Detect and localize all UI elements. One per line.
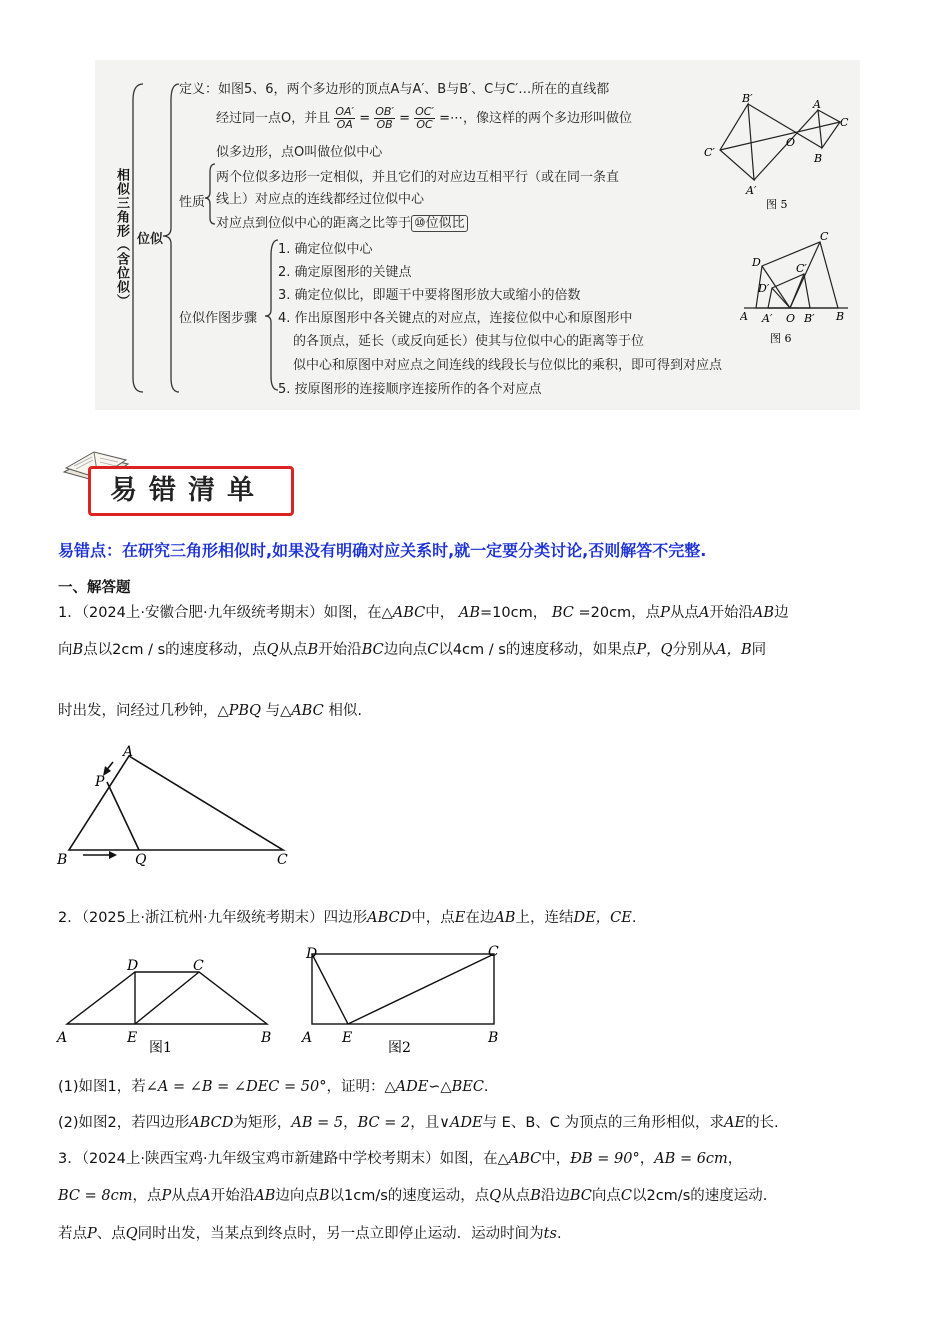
step-3: 3. 确定位似比，即题干中要将图形放大或缩小的倍数 <box>278 288 581 303</box>
figure-5 <box>700 90 855 210</box>
step-4a: 4. 作出原图形中各关键点的对应点，连接位似中心和原图形中 <box>278 311 633 326</box>
step-2: 2. 确定原图形的关键点 <box>278 265 412 280</box>
q1-label-b: B <box>57 852 68 867</box>
q2-fig2-caption: 图2 <box>388 1040 411 1056</box>
property-1a: 两个位似多边形一定相似，并且它们的对应边互相平行（或在同一条直 <box>216 170 620 185</box>
figure-6-caption: 图 6 <box>770 332 792 345</box>
q1-line1: 1．（2024上·安徽合肥·九年级统考期末）如图，在△ABC中， AB=10cm， BC =20cm，点P从点A开始沿AB边 <box>58 605 789 621</box>
svg-text:B: B <box>488 1030 499 1046</box>
q1-figure <box>55 742 300 867</box>
svg-text:A′: A′ <box>746 184 757 197</box>
figure-6 <box>740 230 855 350</box>
definition-line3: 似多边形，点O叫做位似中心 <box>216 145 383 160</box>
q1-label-c: C <box>277 852 288 867</box>
summary-diagram <box>95 60 860 410</box>
svg-text:C: C <box>820 230 829 243</box>
svg-text:O: O <box>786 312 796 325</box>
q3-line3: 若点P、点Q同时出发，当某点到终点时，另一点立即停止运动．运动时间为ts. <box>58 1226 562 1242</box>
svg-text:A: A <box>57 1030 68 1046</box>
section-title: 一、解答题 <box>58 580 131 596</box>
property-2: 对应点到位似中心的距离之比等于 ⑩位似比 <box>216 212 468 231</box>
q2-figure-1 <box>55 952 285 1057</box>
q1-label-a: A <box>123 744 134 760</box>
svg-text:E: E <box>342 1030 353 1046</box>
step-5: 5. 按原图形的连接顺序连接所作的各个对应点 <box>278 382 542 397</box>
q2-figure-2 <box>298 942 513 1057</box>
banner-title: 易错清单 <box>110 475 266 506</box>
q3-line1: 3．（2024上·陕西宝鸡·九年级宝鸡市新建路中学校考期末）如图，在△ABC中，ÐB = 90°，AB = 6cm， <box>58 1151 743 1167</box>
q1-line2: 向B点以2cm / s的速度移动，点Q从点B开始沿BC边向点C以4cm / s的速度移动，如果点P，Q分别从A，B同 <box>58 642 767 658</box>
warning-note: 易错点：在研究三角形相似时,如果没有明确对应关系时,就一定要分类讨论,否则解答不完整. <box>58 541 707 560</box>
svg-text:D: D <box>306 946 318 962</box>
step-4b: 的各顶点，延长（或反向延长）使其与位似中心的距离等于位 <box>293 334 645 349</box>
svg-text:B: B <box>836 310 845 323</box>
summary-vertical-title: 相似三角形（含位似） <box>114 168 129 308</box>
steps-label: 位似作图步骤 <box>179 311 258 326</box>
boxed-ratio: ⑩位似比 <box>411 215 468 232</box>
definition-line1: 定义：如图5、6，两个多边形的顶点A与A′、B与B′、C与C′…所在的直线都 <box>179 82 610 97</box>
fraction-ob: $\frac{OB'}{OB}$ <box>375 105 394 131</box>
svg-text:C: C <box>193 958 204 974</box>
svg-text:C: C <box>488 944 499 960</box>
svg-text:E: E <box>127 1030 138 1046</box>
svg-text:D′: D′ <box>758 282 770 295</box>
q1-label-p: P <box>95 774 105 790</box>
section-banner <box>58 438 298 514</box>
svg-text:A: A <box>740 310 748 323</box>
properties-label: 性质 <box>179 195 206 210</box>
svg-text:B′: B′ <box>804 312 815 325</box>
fraction-oc: $\frac{OC'}{OC}$ <box>415 105 434 131</box>
svg-text:A: A <box>302 1030 313 1046</box>
svg-text:B: B <box>814 152 823 165</box>
q2-part2: (2)如图2，若四边形ABCD为矩形，AB = 5，BC = 2，且∨ADE与 E、B、C 为顶点的三角形相似，求AE的长. <box>58 1115 779 1131</box>
figure-5-caption: 图 5 <box>766 198 788 210</box>
svg-text:A: A <box>813 98 821 111</box>
branch-label: 位似 <box>137 232 164 247</box>
q2-line1: 2．（2025上·浙江杭州·九年级统考期末）四边形ABCD中，点E在边AB上，连结DE，CE. <box>58 910 637 926</box>
q1-line3: 时出发，问经过几秒钟，△PBQ 与△ABC 相似. <box>58 703 362 719</box>
q3-line2: BC = 8cm，点P从点A开始沿AB边向点B以1cm/s的速度运动，点Q从点B沿边BC向点C以2cm/s的速度运动. <box>58 1188 768 1204</box>
q2-fig1-caption: 图1 <box>149 1040 172 1056</box>
svg-text:C′: C′ <box>704 146 715 159</box>
step-4c: 似中心和原图中对应点之间连线的线段长与位似比的乘积，即可得到对应点 <box>293 358 723 373</box>
svg-text:D: D <box>127 958 139 974</box>
svg-text:C: C <box>840 116 849 129</box>
fraction-oa: $\frac{OA'}{OA}$ <box>335 105 355 131</box>
q1-label-q: Q <box>135 852 147 867</box>
step-1: 1. 确定位似中心 <box>278 242 373 257</box>
definition-line2: 经过同一点O，并且 $\frac{OA'}{OA}$ = $\frac{OB'}{OB}$ = $\frac{OC'}{OC}$ =⋯，像这样的两个多边形叫做位 <box>216 105 632 131</box>
svg-text:C′: C′ <box>796 262 807 275</box>
property-1b: 线上）对应点的连线都经过位似中心 <box>216 192 425 207</box>
svg-text:O: O <box>786 136 796 149</box>
svg-text:B: B <box>261 1030 272 1046</box>
q2-part1: (1)如图1，若∠A = ∠B = ∠DEC = 50°，证明：△ADE∽△BEC. <box>58 1079 489 1095</box>
svg-text:D: D <box>752 256 761 269</box>
svg-text:A′: A′ <box>762 312 773 325</box>
svg-text:B′: B′ <box>742 92 753 105</box>
